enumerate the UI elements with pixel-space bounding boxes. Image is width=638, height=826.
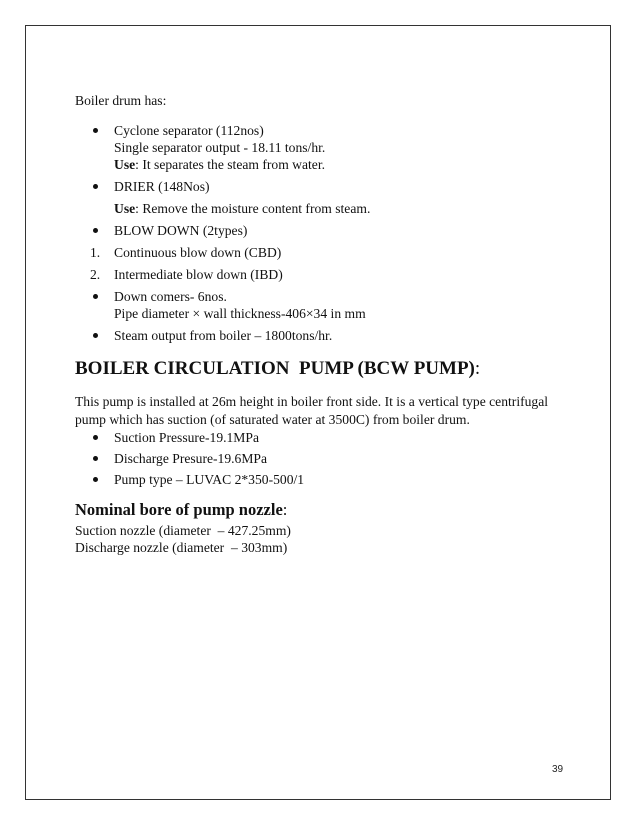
list-item [75,122,575,173]
bullet-marker [90,178,110,195]
list-item [75,327,575,344]
nozzle-heading [75,500,575,520]
list-item [75,450,575,467]
nozzle-heading-text: Nominal bore of pump nozzle [75,500,283,519]
bullet-marker [90,122,110,139]
bullet-marker [90,429,110,446]
item-text: Suction Pressure-19.1MPa [114,430,259,445]
section-heading-colon: : [474,358,481,379]
bullet-icon [93,477,98,482]
use-label: Use [114,201,136,216]
bullet-marker [90,471,110,488]
use-text: : It separates the steam from water. [135,157,326,172]
pump-specs-list [75,429,575,488]
item-subline [114,200,575,217]
bullet-marker [90,222,110,239]
list-item [75,471,575,488]
bullet-icon [93,456,98,461]
item-text: Steam output from boiler – 1800tons/hr. [114,328,333,343]
suction-nozzle-line: Suction nozzle (diameter – 427.25mm) [75,523,291,538]
section-heading-text: BOILER CIRCULATION PUMP (BCW PUMP) [75,358,475,379]
bullet-marker [90,288,110,305]
bullet-icon [93,228,98,233]
list-item [75,244,575,261]
nozzle-heading-colon: : [282,500,288,519]
list-item [75,222,575,239]
bullet-icon [93,128,98,133]
item-text: BLOW DOWN (2types) [114,223,248,238]
item-text: DRIER (148Nos) [114,179,210,194]
item-text: Cyclone separator (112nos) [114,123,264,138]
item-subline: Single separator output - 18.11 tons/hr. [114,140,326,155]
item-text: Intermediate blow down (IBD) [114,267,283,282]
item-subline [114,156,575,173]
bullet-marker [90,327,110,344]
item-text: Pump type – LUVAC 2*350-500/1 [114,472,305,487]
number-marker: 2. [90,267,101,282]
use-label: Use [114,157,136,172]
section-heading [75,358,575,380]
number-marker: 1. [90,245,101,260]
bullet-icon [93,184,98,189]
item-text: Down comers- 6nos. [114,289,227,304]
list-item [75,178,575,217]
bullet-marker [90,450,110,467]
document-body [75,92,575,556]
bullet-icon [93,435,98,440]
item-text: Discharge Presure-19.6MPa [114,451,268,466]
intro-text: Boiler drum has: [75,93,167,108]
list-item [75,429,575,446]
page-number: 39 [552,764,564,775]
list-item [75,288,575,322]
item-text: Continuous blow down (CBD) [114,245,282,260]
bullet-icon [93,333,98,338]
use-text: : Remove the moisture content from steam. [135,201,371,216]
section-paragraph: This pump is installed at 26m height in boiler front side. It is a vertical type centrifugal pump which has suction (of saturated water at 3500C) from boiler drum. [75,394,549,427]
bullet-icon [93,294,98,299]
item-subline: Pipe diameter × wall thickness-406×34 in mm [114,306,366,321]
list-item [75,266,575,283]
discharge-nozzle-line: Discharge nozzle (diameter – 303mm) [75,540,288,555]
drum-items-list [75,122,575,344]
